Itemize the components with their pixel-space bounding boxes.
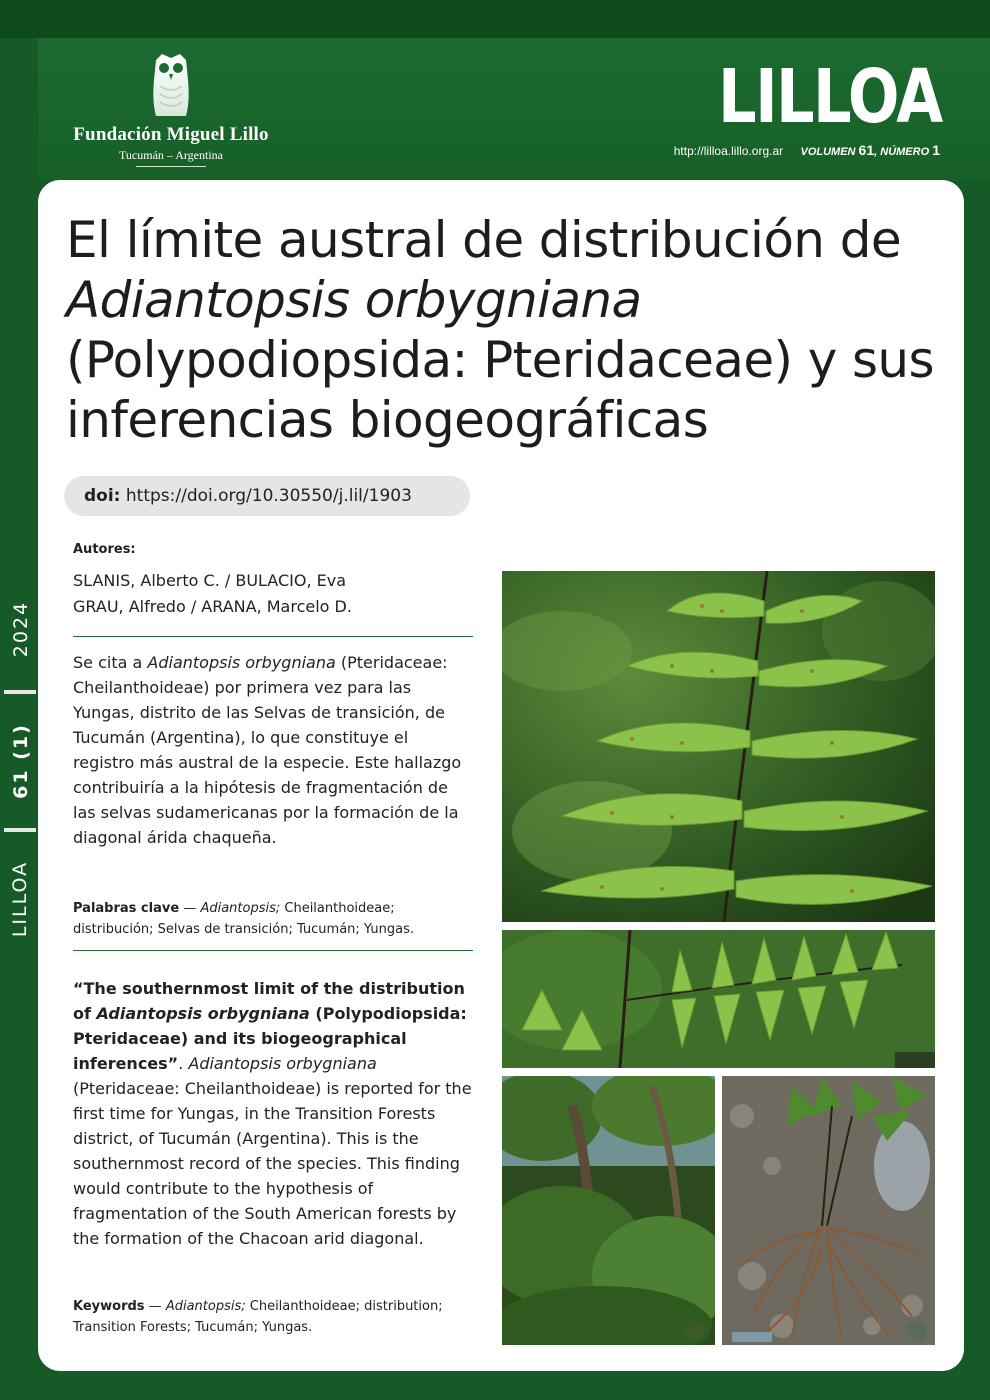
authors-line-2: GRAU, Alfredo / ARANA, Marcelo D. — [73, 597, 352, 616]
fern-closeup-photo — [502, 930, 935, 1068]
palabras-clave-rest: Cheilanthoideae; distribución; Selvas de transición; Tucumán; Yungas. — [73, 901, 414, 937]
forest-habitat-photo — [502, 1076, 715, 1345]
keywords-dash: — — [144, 1299, 166, 1314]
title-line-3: (Polypodiopsida: Pteridaceae) y sus — [66, 331, 934, 389]
number-label: NÚMERO — [880, 146, 930, 158]
journal-meta — [674, 142, 940, 158]
palabras-clave — [73, 898, 473, 940]
journal-title: LILLOA — [718, 54, 942, 140]
section-divider-2 — [73, 950, 473, 951]
foundation-logo — [66, 50, 276, 170]
keywords-rest: Cheilanthoideae; distribution; Transition Forests; Tucumán; Yungas. — [73, 1299, 443, 1335]
authors-line-1: SLANIS, Alberto C. / BULACIO, Eva — [73, 571, 347, 590]
resumen-text — [73, 650, 473, 850]
owl-icon — [146, 50, 196, 120]
fern-frond-photo — [502, 571, 935, 922]
title-line-4: inferencias biogeográficas — [66, 391, 709, 449]
spine-divider-2 — [4, 828, 36, 832]
keywords — [73, 1296, 473, 1338]
doi-label: doi: — [84, 486, 121, 506]
abstract-text — [73, 976, 473, 1251]
keywords-label: Keywords — [73, 1299, 145, 1314]
foundation-place: Tucumán – Argentina — [119, 148, 223, 162]
top-strip — [0, 0, 990, 38]
article-title — [66, 210, 946, 450]
palabras-clave-dash: — — [179, 901, 201, 916]
volume-label: VOLUMEN — [800, 146, 856, 158]
abstract-title-species: Adiantopsis orbygniana — [96, 1004, 310, 1023]
spine-journal: LILLOA — [9, 860, 31, 938]
doi-link[interactable]: https://doi.org/10.30550/j.lil/1903 — [125, 486, 412, 506]
authors-label: Autores: — [73, 542, 136, 557]
abstract-body: (Pteridaceae: Cheilanthoideae) is reported for the first time for Yungas, in the Transition Forests district, of Tucumán (Argentina). This is the southernmost record of the species. This finding would contribute to the hypothesis of fragmentation of the South American forests by the formation of the Chacoan arid diagonal. — [73, 1079, 472, 1248]
abstract-dot: . — [178, 1054, 189, 1073]
resumen-species: Adiantopsis orbygniana — [147, 653, 336, 672]
keywords-genus: Adiantopsis; — [165, 1299, 246, 1314]
abstract-title-post: (Polypodiopsida: Pteridaceae) and its biogeographical inferences” — [73, 1004, 467, 1073]
spine-year: 2024 — [10, 600, 32, 658]
spine-divider-1 — [4, 690, 36, 694]
foundation-name: Fundación Miguel Lillo — [73, 124, 269, 145]
journal-url[interactable]: http://lilloa.lillo.org.ar — [673, 144, 784, 158]
roots-specimen-photo — [722, 1076, 935, 1345]
resumen-body: (Pteridaceae: Cheilanthoideae) por primera vez para las Yungas, distrito de las Selvas de transición, de Tucumán (Argentina), lo que constituye el registro más austral de la especie. Este hallazgo contribuiría a la hipótesis de fragmentación de las selvas sudamericanas por la formación de la diagonal árida chaqueña. — [73, 653, 462, 847]
volume-number: 61 — [858, 142, 875, 158]
journal-header — [38, 38, 990, 180]
resumen-pre: Se cita a — [73, 653, 148, 672]
issue-number: 1 — [932, 142, 940, 158]
title-species: Adiantopsis orbygniana — [66, 271, 642, 329]
abstract-species: Adiantopsis orbygniana — [188, 1054, 377, 1073]
section-divider — [73, 636, 473, 637]
palabras-clave-label: Palabras clave — [73, 901, 180, 916]
spine-issue: 61 (1) — [10, 723, 32, 799]
logo-divider — [136, 166, 206, 167]
palabras-clave-genus: Adiantopsis; — [200, 901, 281, 916]
title-line-1: El límite austral de distribución de — [66, 211, 901, 269]
article-card — [38, 180, 964, 1371]
doi-badge[interactable] — [64, 476, 470, 516]
authors — [73, 568, 473, 620]
volume-info: VOLUMEN 61, NÚMERO 1 — [800, 142, 940, 158]
abstract-title-pre: “The southernmost limit of the distribution of — [73, 979, 465, 1023]
